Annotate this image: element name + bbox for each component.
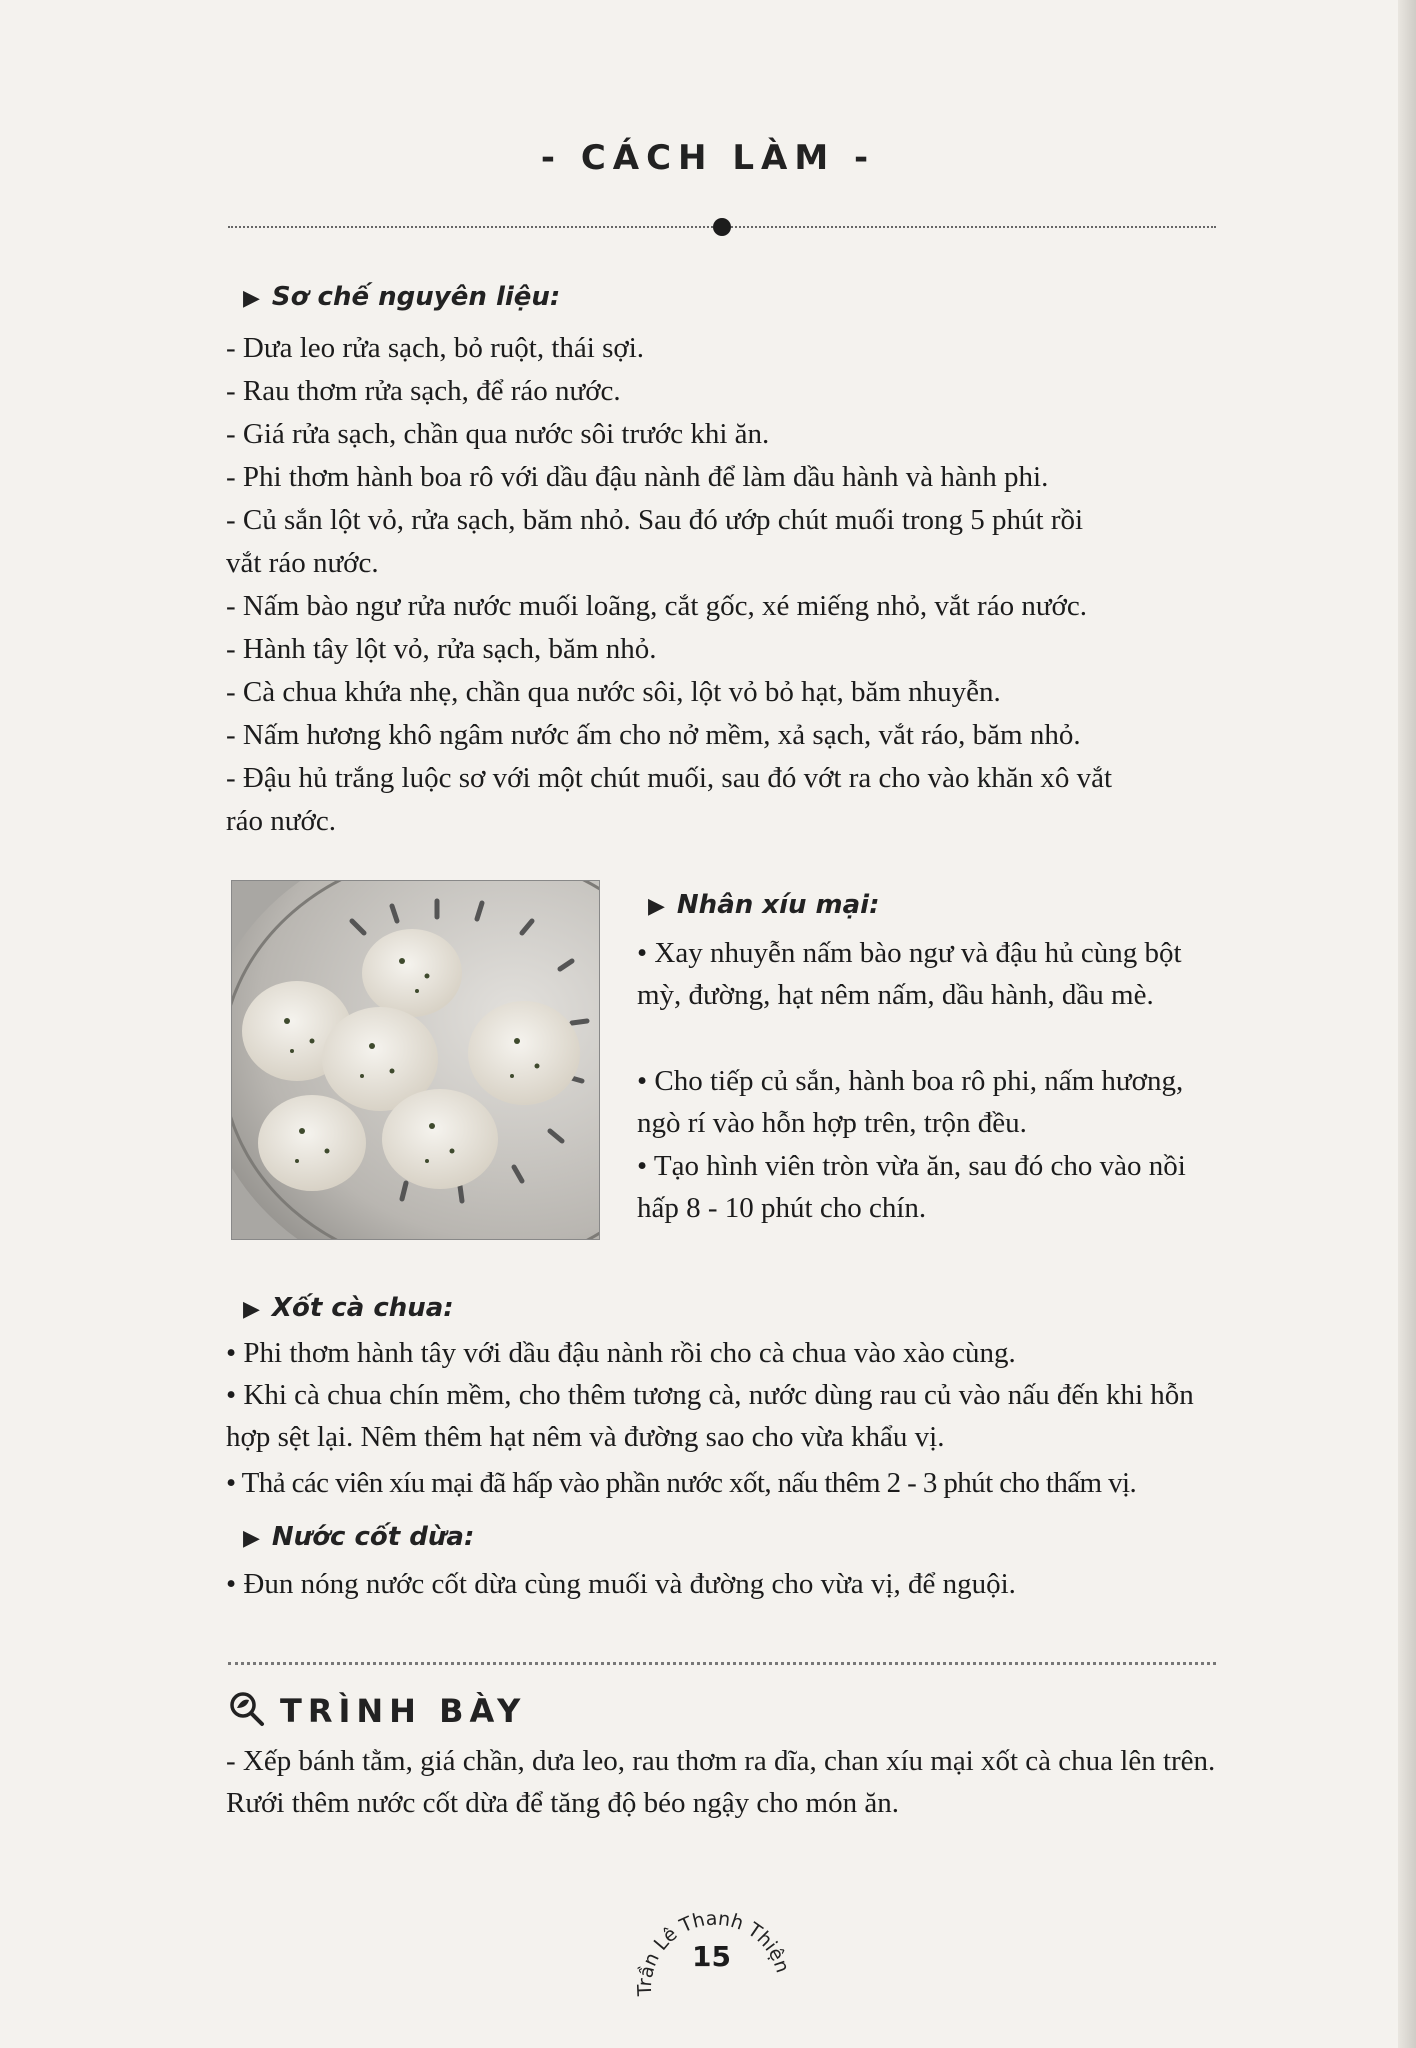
filling-item: • Tạo hình viên tròn vừa ăn, sau đó cho vào nồi hấp 8 - 10 phút cho chín. bbox=[637, 1150, 1186, 1224]
bottom-divider bbox=[228, 1662, 1216, 1668]
prep-line: - Nấm hương khô ngâm nước ấm cho nở mềm, xả sạch, vắt ráo, băm nhỏ. bbox=[226, 719, 1081, 751]
divider-dot bbox=[713, 218, 731, 236]
triangle-right-icon: ▶ bbox=[243, 1297, 260, 1322]
steamer-illustration bbox=[232, 881, 599, 1239]
prep-line: - Hành tây lột vỏ, rửa sạch, băm nhỏ. bbox=[226, 633, 657, 665]
prep-line: - Phi thơm hành boa rô với dầu đậu nành để làm dầu hành và hành phi. bbox=[226, 461, 1049, 493]
prep-line: ráo nước. bbox=[226, 805, 336, 837]
page-edge bbox=[1398, 0, 1416, 2048]
coconut-item: • Đun nóng nước cốt dừa cùng muối và đường cho vừa vị, để nguội. bbox=[226, 1568, 1016, 1600]
section-coconut-label: Nước cốt dừa: bbox=[271, 1522, 475, 1552]
presentation-title bbox=[228, 1690, 526, 1730]
filling-item: • Cho tiếp củ sắn, hành boa rô phi, nấm hương, ngò rí vào hỗn hợp trên, trộn đều. bbox=[637, 1065, 1184, 1139]
filling-item: • Xay nhuyễn nấm bào ngư và đậu hủ cùng bột mỳ, đường, hạt nêm nấm, dầu hành, dầu mè. bbox=[637, 937, 1182, 1011]
section-prep-label: Sơ chế nguyên liệu: bbox=[271, 282, 561, 312]
author-name: Trần Lê Thanh Thiện bbox=[633, 1907, 794, 1997]
presentation-text: - Xếp bánh tằm, giá chần, dưa leo, rau thơm ra dĩa, chan xíu mại xốt cà chua lên trên. Rưới thêm nước cốt dừa để tăng độ béo ngậy cho món ăn. bbox=[226, 1745, 1216, 1819]
section-sauce-label: Xốt cà chua: bbox=[271, 1293, 454, 1323]
prep-line: - Đậu hủ trắng luộc sơ với một chút muối, sau đó vớt ra cho vào khăn xô vắt bbox=[226, 762, 1113, 794]
section-coconut-title bbox=[243, 1522, 474, 1552]
section-filling-label: Nhân xíu mại: bbox=[676, 890, 880, 920]
prep-line: - Giá rửa sạch, chần qua nước sôi trước khi ăn. bbox=[226, 418, 770, 450]
presentation-title-label: TRÌNH BÀY bbox=[280, 1692, 527, 1730]
sauce-item: • Phi thơm hành tây với dầu đậu nành rồi cho cà chua vào xào cùng. bbox=[226, 1337, 1016, 1369]
prep-line: - Nấm bào ngư rửa nước muối loãng, cắt gốc, xé miếng nhỏ, vắt ráo nước. bbox=[226, 590, 1087, 622]
dumpling-photo bbox=[231, 880, 600, 1240]
sauce-item: • Thả các viên xíu mại đã hấp vào phần nước xốt, nấu thêm 2 - 3 phút cho thấm vị. bbox=[226, 1467, 1137, 1499]
prep-line: - Dưa leo rửa sạch, bỏ ruột, thái sợi. bbox=[226, 332, 645, 364]
triangle-right-icon: ▶ bbox=[243, 1526, 260, 1551]
page-number: 15 bbox=[692, 1940, 731, 1973]
prep-line: vắt ráo nước. bbox=[226, 547, 379, 579]
prep-line: - Cà chua khứa nhẹ, chần qua nước sôi, lột vỏ bỏ hạt, băm nhuyễn. bbox=[226, 676, 1001, 708]
section-sauce-title bbox=[243, 1293, 454, 1323]
prep-line: - Củ sắn lột vỏ, rửa sạch, băm nhỏ. Sau đó ướp chút muối trong 5 phút rồi bbox=[226, 504, 1084, 536]
page-title: - CÁCH LÀM - bbox=[540, 138, 876, 178]
section-prep-title bbox=[243, 282, 560, 312]
leaf-magnifier-icon bbox=[228, 1690, 266, 1728]
triangle-right-icon: ▶ bbox=[648, 894, 665, 919]
prep-line: - Rau thơm rửa sạch, để ráo nước. bbox=[226, 375, 621, 407]
sauce-item: • Khi cà chua chín mềm, cho thêm tương cà, nước dùng rau củ vào nấu đến khi hỗn hợp sệt lại. Nêm thêm hạt nêm và đường sao cho vừa khẩu vị. bbox=[226, 1379, 1194, 1453]
section-filling-title bbox=[648, 890, 880, 920]
triangle-right-icon: ▶ bbox=[243, 286, 260, 311]
